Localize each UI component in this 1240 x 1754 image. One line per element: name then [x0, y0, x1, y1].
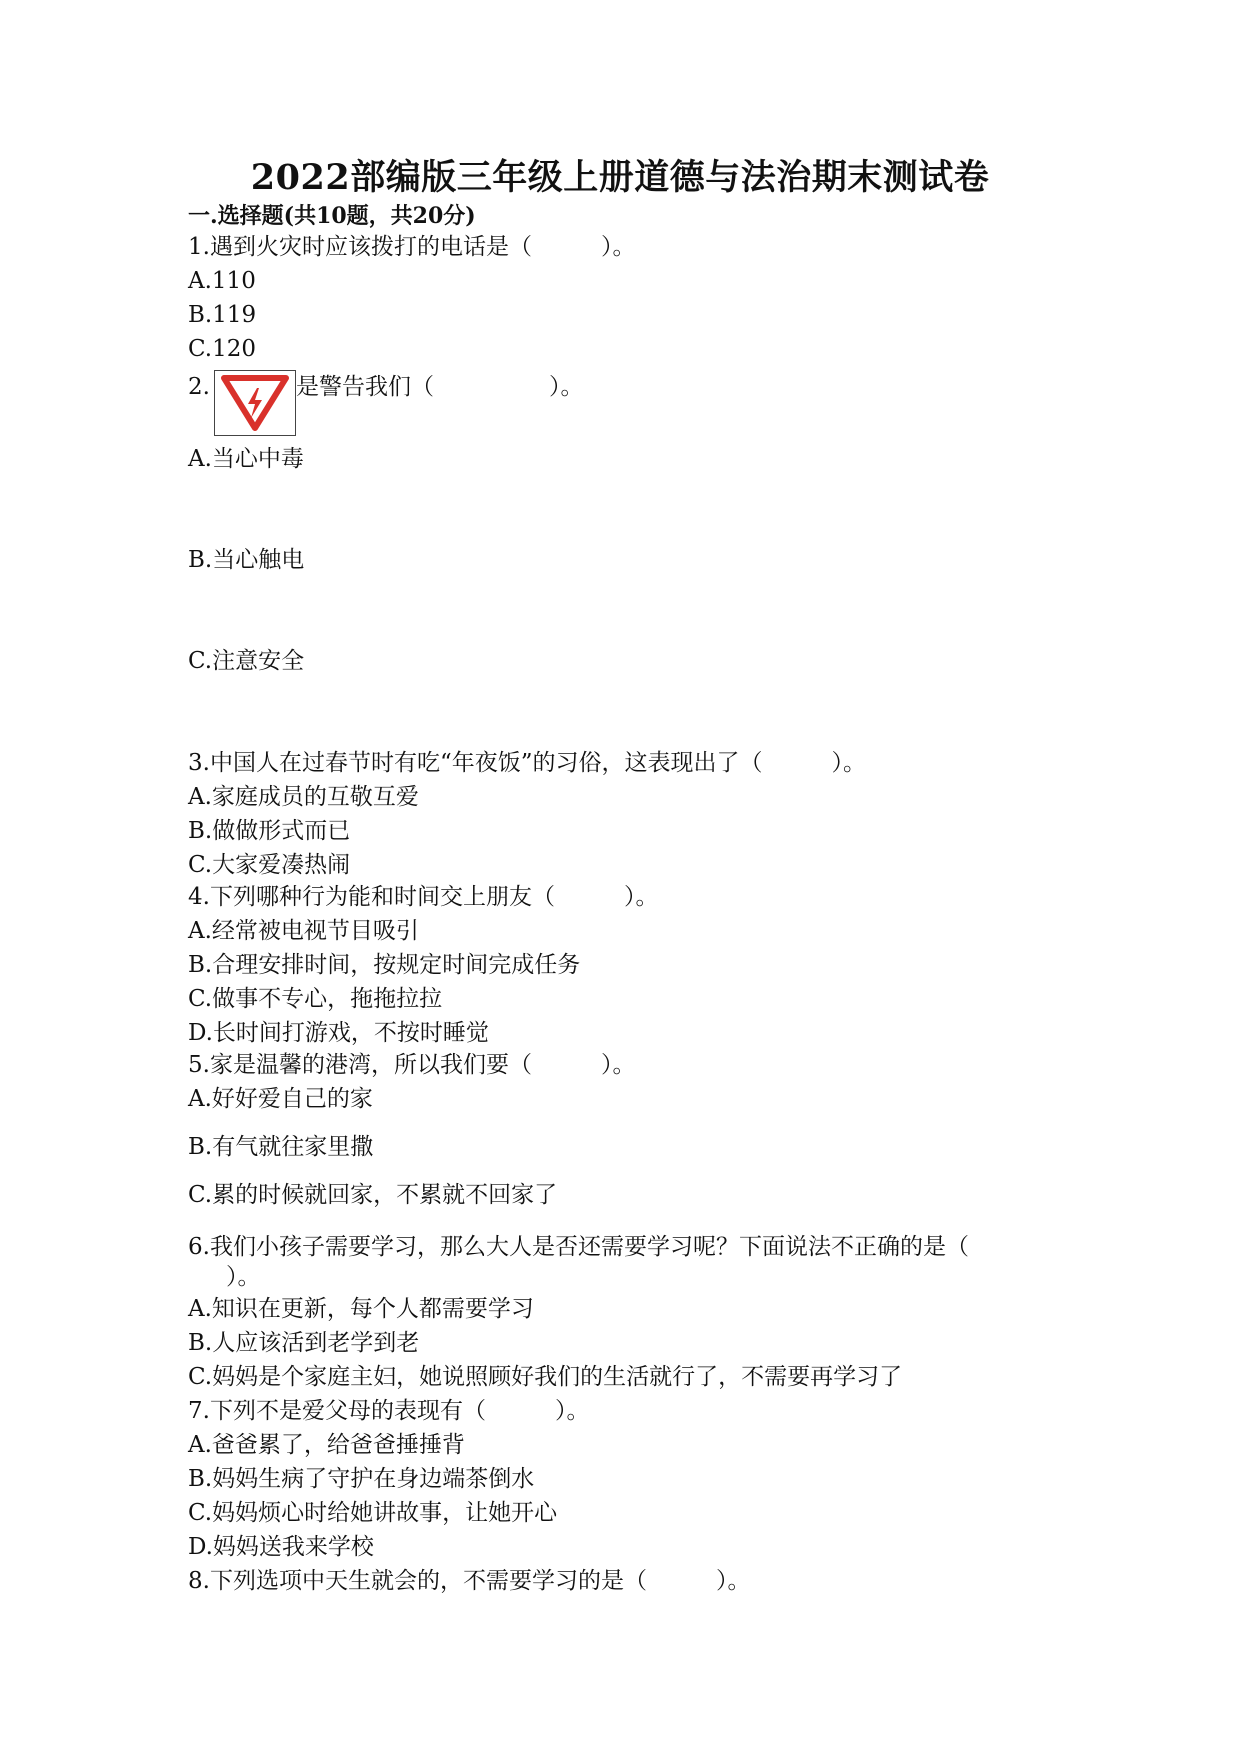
- question-5-option-c: C.累的时候就回家，不累就不回家了: [188, 1182, 558, 1208]
- question-2-option-a: A.当心中毒: [188, 446, 304, 472]
- question-7-option-b: B.妈妈生病了守护在身边端茶倒水: [188, 1466, 535, 1492]
- question-5-option-a: A.好好爱自己的家: [188, 1086, 373, 1112]
- question-6-stem: 6.我们小孩子需要学习，那么大人是否还需要学习呢？下面说法不正确的是（: [188, 1234, 969, 1260]
- question-4-option-a: A.经常被电视节目吸引: [188, 918, 419, 944]
- question-4-option-b: B.合理安排时间，按规定时间完成任务: [188, 952, 581, 978]
- question-2-stem: 是警告我们（ ）。: [295, 374, 584, 400]
- question-6-option-b: B.人应该活到老学到老: [188, 1330, 420, 1356]
- question-1-option-b: B.119: [188, 302, 257, 328]
- question-4-stem: 4.下列哪种行为能和时间交上朋友（ ）。: [188, 884, 659, 910]
- question-1-option-c: C.120: [188, 336, 256, 362]
- question-1-stem: 1.遇到火灾时应该拨打的电话是（ ）。: [188, 234, 636, 260]
- question-2-option-b: B.当心触电: [188, 547, 305, 573]
- section-heading: 一.选择题(共10题，共20分): [188, 203, 476, 229]
- question-3-option-c: C.大家爱凑热闹: [188, 852, 351, 878]
- question-3-stem: 3.中国人在过春节时有吃“年夜饭”的习俗，这表现出了（ ）。: [188, 750, 866, 776]
- question-7-option-a: A.爸爸累了，给爸爸捶捶背: [188, 1432, 465, 1458]
- electric-shock-warning-icon: [214, 370, 296, 436]
- question-7-option-c: C.妈妈烦心时给她讲故事，让她开心: [188, 1500, 558, 1526]
- question-3-option-b: B.做做形式而已: [188, 818, 351, 844]
- question-4-option-c: C.做事不专心，拖拖拉拉: [188, 986, 443, 1012]
- question-2-number: 2.: [188, 374, 210, 400]
- question-6-option-a: A.知识在更新，每个人都需要学习: [188, 1296, 534, 1322]
- question-7-stem: 7.下列不是爱父母的表现有（ ）。: [188, 1398, 590, 1424]
- page-title: 2022部编版三年级上册道德与法治期末测试卷: [250, 157, 990, 198]
- question-6-option-c: C.妈妈是个家庭主妇，她说照顾好我们的生活就行了，不需要再学习了: [188, 1364, 903, 1390]
- question-5-option-b: B.有气就往家里撒: [188, 1134, 374, 1160]
- question-6-stem-continued: ）。: [226, 1264, 261, 1290]
- question-1-option-a: A.110: [188, 268, 256, 294]
- question-7-option-d: D.妈妈送我来学校: [188, 1534, 374, 1560]
- question-5-stem: 5.家是温馨的港湾，所以我们要（ ）。: [188, 1052, 636, 1078]
- question-3-option-a: A.家庭成员的互敬互爱: [188, 784, 419, 810]
- question-2-option-c: C.注意安全: [188, 648, 305, 674]
- question-4-option-d: D.长时间打游戏，不按时睡觉: [188, 1020, 489, 1046]
- question-2-stem-row: [188, 370, 583, 436]
- question-8-stem: 8.下列选项中天生就会的，不需要学习的是（ ）。: [188, 1568, 751, 1594]
